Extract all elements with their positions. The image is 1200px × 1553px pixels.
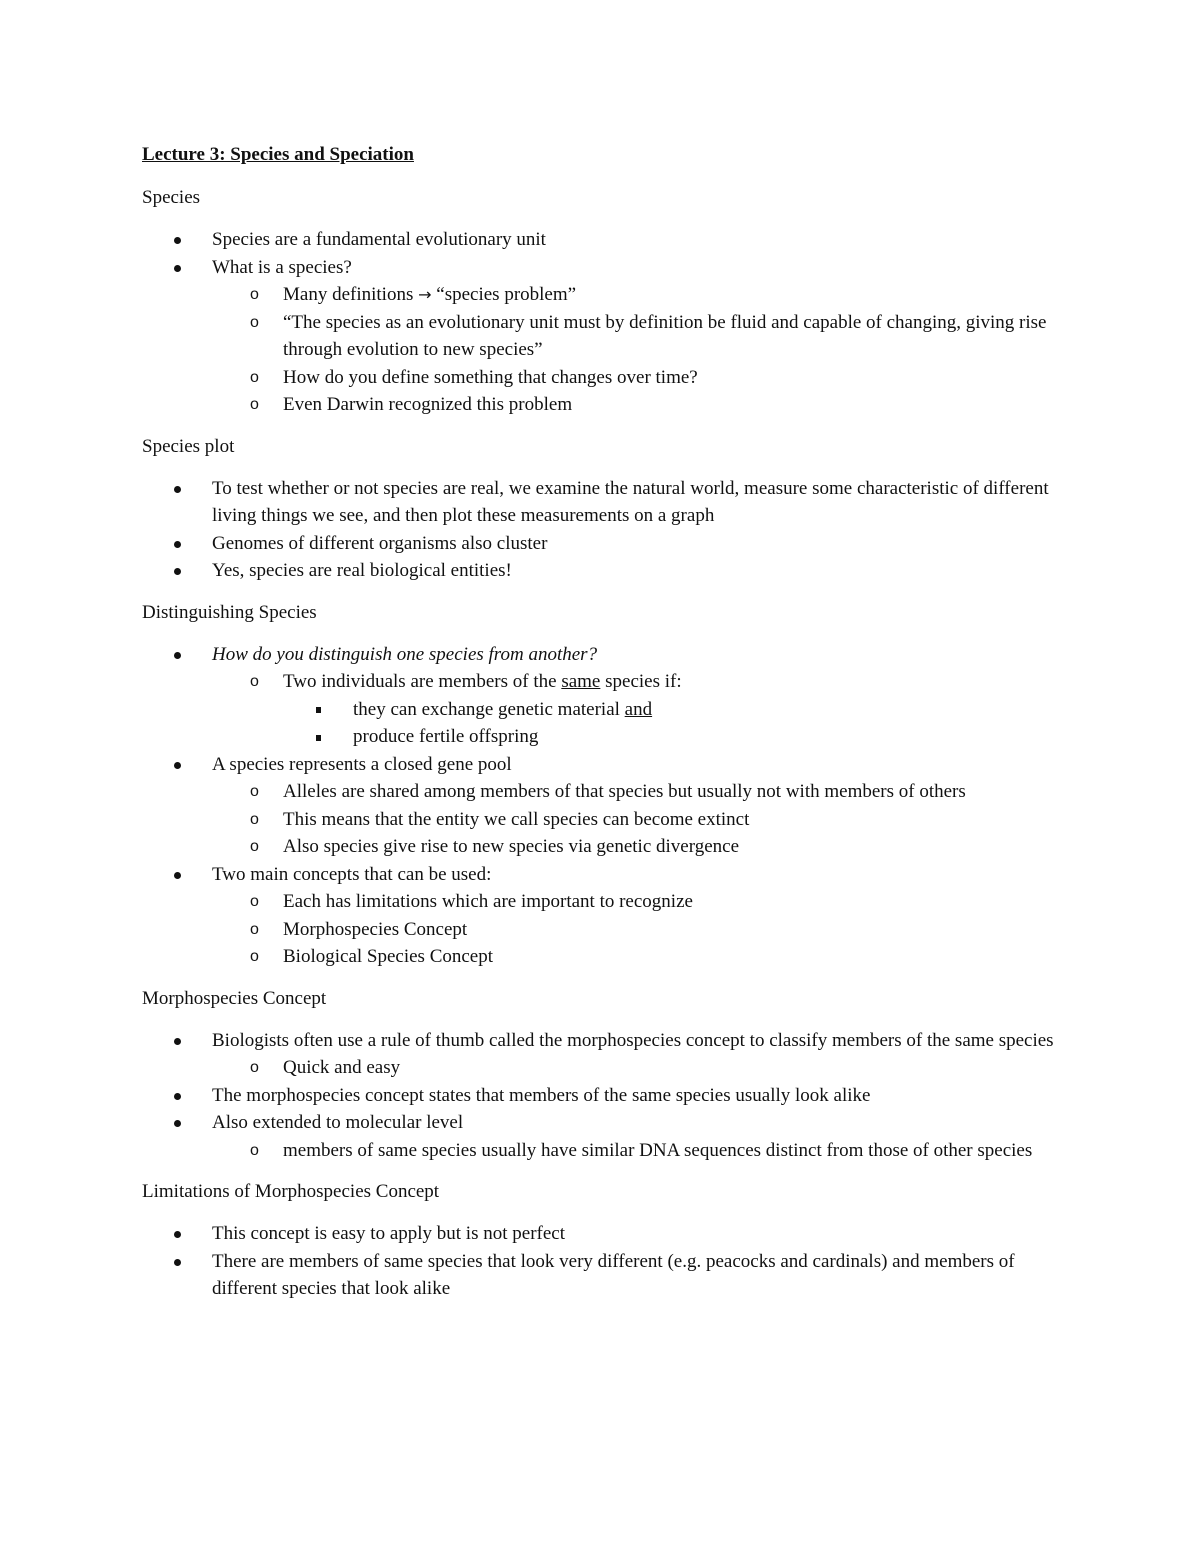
circle-bullet-icon: o xyxy=(250,783,259,800)
list-item: o “The species as an evolutionary unit must by definition be fluid and capable of changing, giving rise through evolution to new species” xyxy=(142,309,1072,364)
distinguishing-species-list xyxy=(142,641,1072,971)
section-heading-species-plot: Species plot xyxy=(142,435,235,457)
list-item: they can exchange genetic material and xyxy=(142,696,1072,724)
list-item: o Alleles are shared among members of that species but usually not with members of others xyxy=(142,778,1072,806)
section-heading-species: Species xyxy=(142,187,201,208)
circle-bullet-icon: o xyxy=(250,313,259,331)
list-item: Species are a fundamental evolutionary unit xyxy=(142,226,1072,254)
bullet-dot-icon xyxy=(174,1027,181,1055)
bullet-dot-icon xyxy=(174,1082,181,1110)
bullet-dot-icon xyxy=(174,1220,181,1248)
bullet-dot-icon xyxy=(174,861,181,889)
list-item: Yes, species are real biological entities! xyxy=(142,557,1072,585)
square-bullet-icon xyxy=(316,696,321,724)
circle-bullet-icon: o xyxy=(250,810,259,828)
morphospecies-list xyxy=(142,1027,1072,1165)
arrow-right-icon: → xyxy=(418,285,432,304)
limitations-list xyxy=(142,1220,1072,1303)
bullet-dot-icon xyxy=(174,254,181,282)
bullet-dot-icon xyxy=(174,641,181,669)
circle-bullet-icon: o xyxy=(250,838,259,855)
bullet-dot-icon xyxy=(174,1109,181,1137)
circle-bullet-icon: o xyxy=(250,1141,259,1159)
section-heading-limitations: Limitations of Morphospecies Concept xyxy=(142,1181,440,1202)
list-item: o Two individuals are members of the same species if: they can exchange genetic material and produce fertile offspring xyxy=(142,668,1072,751)
circle-bullet-icon: o xyxy=(250,920,259,938)
list-item: How do you distinguish one species from another? o Two individuals are members of the same species if: they can exchange genetic material and produce fertile offspring xyxy=(142,641,1072,751)
bullet-dot-icon xyxy=(174,751,181,779)
list-item: o Quick and easy xyxy=(142,1054,1072,1082)
lecture-title: Lecture 3: Species and Speciation xyxy=(142,144,414,165)
list-item: Also extended to molecular level o members of same species usually have similar DNA sequences distinct from those of other species xyxy=(142,1109,1072,1164)
list-item: o Many definitions → “species problem” xyxy=(142,281,1072,309)
list-item: Two main concepts that can be used: o Each has limitations which are important to recognize o Morphospecies Concept o Biological Species Concept xyxy=(142,861,1072,971)
square-bullet-icon xyxy=(316,723,321,751)
list-item: Genomes of different organisms also cluster xyxy=(142,530,1072,558)
section-heading-distinguishing-species: Distinguishing Species xyxy=(142,601,317,623)
section-heading-morphospecies-concept: Morphospecies Concept xyxy=(142,987,327,1009)
circle-bullet-icon: o xyxy=(250,948,259,965)
list-item: o Biological Species Concept xyxy=(142,943,1072,971)
list-item: A species represents a closed gene pool o Alleles are shared among members of that species but usually not with members of others o This means that the entity we call species can become extinct o Also species give rise to new species via genetic divergence xyxy=(142,751,1072,861)
list-item: To test whether or not species are real, we examine the natural world, measure some characteristic of different living things we see, and then plot these measurements on a graph xyxy=(142,475,1072,530)
circle-bullet-icon: o xyxy=(250,893,259,910)
list-item: o Morphospecies Concept xyxy=(142,916,1072,944)
circle-bullet-icon: o xyxy=(250,673,259,690)
species-list xyxy=(142,226,1072,419)
circle-bullet-icon: o xyxy=(250,368,259,386)
list-item: The morphospecies concept states that members of the same species usually look alike xyxy=(142,1082,1072,1110)
list-item: What is a species? o Many definitions → “species problem” o “The species as an evolutionary unit must by definition be fluid and capable of changing, giving rise through evolution to new species” o How do you define something that changes over time? o Even Darwin recognized this problem xyxy=(142,254,1072,419)
bullet-dot-icon xyxy=(174,557,181,585)
list-item: o Also species give rise to new species via genetic divergence xyxy=(142,833,1072,861)
bullet-dot-icon xyxy=(174,1248,181,1276)
list-item: o How do you define something that changes over time? xyxy=(142,364,1072,392)
bullet-dot-icon xyxy=(174,530,181,558)
bullet-dot-icon xyxy=(174,475,181,503)
list-item: produce fertile offspring xyxy=(142,723,1072,751)
circle-bullet-icon: o xyxy=(250,1059,259,1076)
circle-bullet-icon: o xyxy=(250,396,259,413)
bullet-dot-icon xyxy=(174,226,181,254)
list-item: o Each has limitations which are important to recognize xyxy=(142,888,1072,916)
species-plot-list xyxy=(142,475,1072,585)
list-item: Biologists often use a rule of thumb called the morphospecies concept to classify members of the same species o Quick and easy xyxy=(142,1027,1072,1082)
list-item: This concept is easy to apply but is not perfect xyxy=(142,1220,1072,1248)
list-item: o members of same species usually have similar DNA sequences distinct from those of other species xyxy=(142,1137,1072,1165)
list-item: o Even Darwin recognized this problem xyxy=(142,391,1072,419)
circle-bullet-icon: o xyxy=(250,286,259,303)
list-item: o This means that the entity we call species can become extinct xyxy=(142,806,1072,834)
document-body xyxy=(142,141,1072,1318)
list-item: There are members of same species that look very different (e.g. peacocks and cardinals) and members of different species that look alike xyxy=(142,1248,1072,1303)
